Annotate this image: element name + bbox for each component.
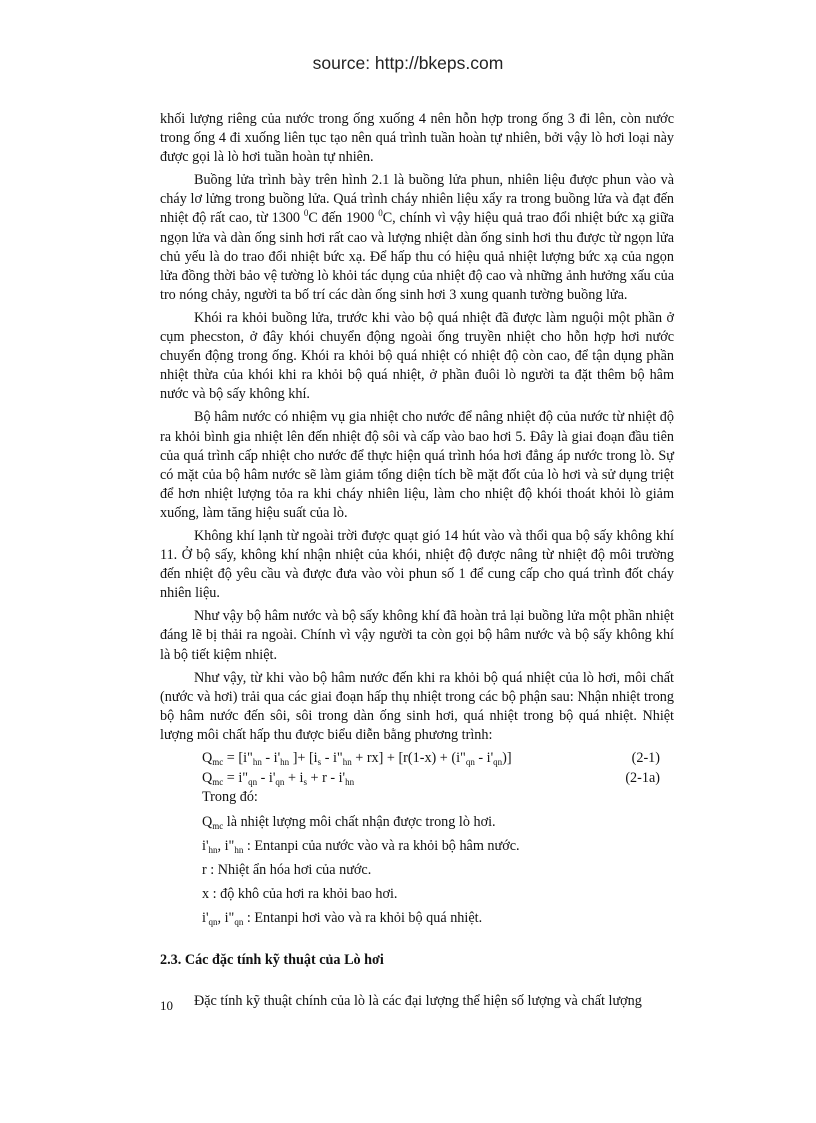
eq-term: - i' <box>257 769 276 786</box>
def-symbol: Q <box>202 814 213 831</box>
degree-superscript: 0 <box>378 208 383 219</box>
document-body <box>160 110 674 1015</box>
eq-subscript: hn <box>280 757 290 767</box>
def-subscript: hn <box>234 845 244 856</box>
eq-symbol: Q <box>202 750 213 766</box>
definition-x: x : độ khô của hơi ra khỏi bao hơi. <box>202 886 398 903</box>
source-header: source: http://bkeps.com <box>312 53 504 73</box>
equation-number: (2-1a) <box>625 769 660 786</box>
eq-term: - i' <box>261 750 281 766</box>
page-number: 10 <box>160 998 173 1013</box>
def-symbol: i' <box>202 910 209 927</box>
def-subscript: qn <box>208 917 218 928</box>
eq-subscript: hn <box>252 757 262 767</box>
paragraph-2-part-c: C, chính vì vậy hiệu quả trao đổi nhiệt bức xạ giữa ngọn lửa và dàn ống sinh hơi rất cao và lượng nhiệt dàn ống sinh hơi thu được từ ngọn lửa chủ yếu là do trao đổi nhiệt bức xạ. Để hấp thu có hiệu quả nhiệt lượng bức xạ của ngọn lửa đồng thời bảo vệ tường lò khỏi tác dụng của nhiệt độ cao và những ảnh hưởng xấu của tro nóng chảy, người ta bố trí các dàn ống sinh hơi 3 xung quanh tường buồng lửa. <box>160 210 674 303</box>
paragraph-4: Bộ hâm nước có nhiệm vụ gia nhiệt cho nước để nâng nhiệt độ của nước từ nhiệt độ ra khỏi bình gia nhiệt lên đến nhiệt độ sôi và cấp vào bao hơi 5. Đây là giai đoạn đầu tiên của quá trình cấp nhiệt cho nước để thực hiện quá trình hóa hơi đẳng áp nước trong lò. Sự có mặt của bộ hâm nước sẽ làm giảm tổng diện tích bề mặt đốt của lò hơi và sử dụng triệt để hơn nhiệt lượng tỏa ra khi cháy nhiên liệu, làm cho nhiệt độ khói thoát khỏi lò giảm xuống, làm tăng hiệu suất của lò. <box>160 409 674 521</box>
eq-subscript: s <box>317 757 322 767</box>
eq-subscript: qn <box>465 757 475 767</box>
paragraph-6: Như vậy bộ hâm nước và bộ sấy không khí đã hoàn trả lại buồng lửa một phần nhiệt đáng lẽ bị thải ra ngoài. Chính vì vậy người ta còn gọi bộ hâm nước và bộ sấy không khí là bộ tiết kiệm nhiệt. <box>160 608 674 663</box>
paragraph-2 <box>160 171 674 305</box>
def-subscript: mc <box>212 821 224 832</box>
equation-number: (2-1) <box>631 750 660 766</box>
section-heading: 2.3. Các đặc tính kỹ thuật của Lò hơi <box>160 952 384 969</box>
eq-subscript: hn <box>342 757 352 767</box>
eq-term: + r - i' <box>306 769 346 786</box>
def-subscript: qn <box>234 917 244 928</box>
eq-subscript: mc <box>212 776 224 787</box>
definition-iqn <box>202 909 674 927</box>
eq-subscript: mc <box>212 757 224 767</box>
def-text: : Entanpi của nước vào và ra khỏi bộ hâm nước. <box>243 838 520 855</box>
paragraph-3: Khói ra khỏi buồng lửa, trước khi vào bộ quá nhiệt đã được làm nguội một phần ở cụm phecston, ở đây khói chuyển động ngoài ống truyền nhiệt cho hỗn hợp hơi nước chuyển động trong ống. Khói ra khỏi bộ quá nhiệt có nhiệt độ còn cao, để tận dụng phần nhiệt thừa của khói khi ra khỏi bộ quá nhiệt, ở phần đuôi lò người ta đặt thêm bộ hâm nước và bộ sấy không khí. <box>160 309 674 403</box>
paragraph-2-part-a: Buồng lửa trình bày trên hình 2.1 là buồng lửa phun, nhiên liệu được phun vào và cháy lơ lửng trong buồng lửa. Quá trình cháy nhiên liệu xẩy ra trong buồng lửa và đạt đến nhiệt độ rất cao, từ 1300 <box>160 172 674 227</box>
def-symbol: i" <box>224 910 235 927</box>
eq-subscript: qn <box>275 776 285 787</box>
definition-r: r : Nhiệt ẩn hóa hơi của nước. <box>202 862 372 879</box>
degree-superscript: 0 <box>303 208 309 219</box>
eq-term: ]+ [i <box>289 750 318 766</box>
def-symbol: i' <box>202 838 209 855</box>
equation-2-1a <box>202 769 674 789</box>
def-separator: , <box>217 838 225 855</box>
eq-subscript: qn <box>248 776 258 787</box>
paragraph-7: Như vậy, từ khi vào bộ hâm nước đến khi ra khỏi bộ quá nhiệt của lò hơi, môi chất (nước và hơi) trải qua các giai đoạn hấp thụ nhiệt trong các bộ phận sau: Nhận nhiệt trong bộ hâm nước đến sôi, sôi trong dàn ống sinh hơi, quá nhiệt trong bộ quá nhiệt. Nhiệt lượng môi chất hấp thu được biểu diễn bằng phương trình: <box>160 669 674 743</box>
def-symbol: i" <box>224 838 235 855</box>
definition-ihn <box>202 837 674 855</box>
definitions-intro: Trong đó: <box>202 789 258 805</box>
eq-term: = [i" <box>223 750 253 766</box>
paragraph-5: Không khí lạnh từ ngoài trời được quạt gió 14 hút vào và thổi qua bộ sấy không khí 11. Ở bộ sấy, không khí nhận nhiệt của khói, nhiệt độ được nâng từ nhiệt độ môi trường đến nhiệt độ yêu cầu và được đưa vào vòi phun số 1 để cung cấp cho quá trình đốt cháy nhiên liệu. <box>160 527 674 602</box>
eq-term: + rx] + [r(1-x) + (i" <box>351 750 466 766</box>
eq-term: )] <box>502 750 512 766</box>
definition-qmc <box>202 813 674 831</box>
eq-subscript: s <box>303 776 307 787</box>
def-subscript: hn <box>208 845 218 856</box>
eq-symbol: Q <box>202 769 213 786</box>
paragraph-2-part-b: C đến 1900 <box>308 210 379 227</box>
eq-term: - i' <box>474 750 494 766</box>
section-first-line: Đặc tính kỹ thuật chính của lò là các đại lượng thể hiện số lượng và chất lượng <box>194 993 642 1010</box>
def-separator: , <box>217 910 225 927</box>
equation-2-1 <box>202 749 674 769</box>
paragraph-1: khối lượng riêng của nước trong ống xuống 4 nên hỗn hợp trong ống 3 đi lên, còn nước trong ống 4 đi xuống liên tục tạo nên quá trình tuần hoàn tự nhiên, bởi vậy lò hơi loại này được gọi là lò hơi tuần hoàn tự nhiên. <box>160 111 674 166</box>
eq-subscript: qn <box>493 757 503 767</box>
def-text: : Entanpi hơi vào và ra khỏi bộ quá nhiệt. <box>243 910 483 927</box>
definitions-list <box>202 813 674 927</box>
eq-subscript: hn <box>345 776 355 787</box>
def-text: là nhiệt lượng môi chất nhận được trong lò hơi. <box>223 814 496 831</box>
eq-term: = i" <box>223 769 249 786</box>
eq-term: - i" <box>321 750 343 766</box>
eq-term: + i <box>284 769 304 786</box>
